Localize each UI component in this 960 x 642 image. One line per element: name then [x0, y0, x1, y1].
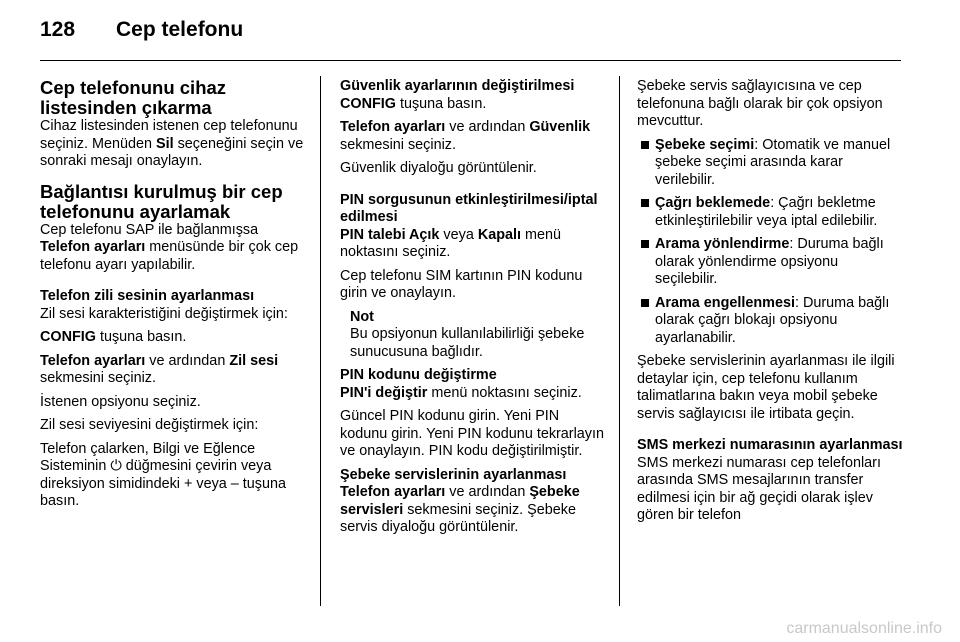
paragraph-network-services-select: [340, 484, 608, 537]
paragraph-config-press: [340, 96, 608, 114]
note-title: Not: [350, 308, 374, 325]
text: menü noktasını seçiniz.: [340, 226, 562, 260]
text: ve ardından: [445, 484, 530, 500]
column-divider-1: [320, 76, 321, 606]
paragraph-remove-phone: [40, 118, 308, 171]
term: Arama engellenmesi: [655, 294, 795, 311]
text: tuşuna basın.: [40, 475, 287, 509]
text: : Çağrı bekletme etkinleştirilebilir veya iptal edilebilir.: [655, 195, 878, 229]
paragraph-ringtone-select: [40, 353, 308, 388]
paragraph-pin-query-select: [340, 227, 608, 262]
term-config: CONFIG: [40, 329, 96, 345]
bullet-icon: [641, 240, 649, 248]
term: Çağrı beklemede: [655, 195, 771, 211]
watermark: carmanualsonline.info: [786, 620, 942, 637]
paragraph-volume-steps: [40, 441, 308, 511]
text: seçeneğini seçin ve sonraki mesajı onaylayın.: [40, 135, 304, 169]
term-telefon-ayarlari: Telefon ayarları: [40, 352, 146, 369]
minus-icon: –: [230, 475, 239, 492]
text: sekmesini seçiniz.: [340, 136, 456, 153]
term-config: CONFIG: [340, 95, 396, 112]
text: : Duruma bağlı olarak yönlendirme opsiyonu seçilebilir.: [655, 236, 884, 287]
text: : Duruma bağlı olarak çağrı blokajı opsiyonu ayarlanabilir.: [655, 294, 890, 346]
paragraph-volume-intro: Zil sesi seviyesini değiştirmek için:: [40, 417, 259, 433]
term: Arama yönlendirme: [655, 236, 790, 252]
header-rule: [40, 60, 901, 61]
term-telefon-ayarlari: Telefon ayarları: [340, 119, 446, 135]
text: menüsünde bir çok cep telefonu ayarı yapılabilir.: [40, 239, 299, 273]
text: menü noktasını seçiniz.: [427, 384, 582, 401]
page-title: Cep telefonu: [116, 18, 244, 41]
term-zil-sesi: Zil sesi: [229, 352, 279, 369]
paragraph-change-pin-select: [340, 385, 608, 403]
text: Cihaz listesinden istenen cep telefonunu seçiniz. Menüden: [40, 118, 298, 152]
paragraph-pin-enter: Cep telefonu SIM kartının PIN kodunu girin ve onaylayın.: [340, 267, 583, 301]
text: sekmesini seçiniz.: [40, 370, 156, 386]
text: ve ardından: [445, 119, 530, 135]
column-2: [340, 78, 608, 543]
text: tuşuna basın.: [395, 95, 487, 112]
page-number: 128: [40, 18, 76, 41]
column-1: [40, 78, 308, 517]
section-heading-configure-phone: Bağlantısı kurulmuş bir cep telefonunu ayarlamak: [40, 180, 283, 222]
list-item: [637, 137, 903, 190]
paragraph-options-intro: Şebeke servis sağlayıcısına ve cep telefonuna bağlı olarak bir çok opsiyon mevcuttur.: [637, 78, 883, 129]
subhead-security: Güvenlik ayarlarının değiştirilmesi: [340, 78, 575, 94]
text: veya: [192, 475, 231, 492]
text: tuşuna basın.: [95, 329, 187, 345]
subhead-change-pin: PIN kodunu değiştirme: [340, 367, 497, 383]
paragraph-select-option: İstenen opsiyonu seçiniz.: [40, 393, 201, 410]
list-item: [637, 195, 903, 230]
bullet-icon: [641, 299, 649, 307]
bullet-icon: [641, 199, 649, 207]
term-kapali: Kapalı: [477, 226, 522, 243]
paragraph-security-select: [340, 119, 608, 154]
term-sil: Sil: [156, 135, 174, 152]
term-telefon-ayarlari: Telefon ayarları: [340, 484, 446, 500]
text: sekmesini seçiniz. Şebeke servis diyaloğu görüntülenir.: [340, 501, 576, 535]
text: düğmesini çevirin veya direksiyon simidindeki: [40, 458, 272, 492]
list-item: [637, 236, 903, 289]
subhead-network-services: Şebeke servislerinin ayarlanması: [340, 466, 567, 483]
paragraph-ringtone-intro: Zil sesi karakteristiğini değiştirmek için:: [40, 305, 288, 322]
note-box: [340, 309, 608, 362]
column-divider-2: [619, 76, 620, 606]
term: Şebeke seçimi: [655, 136, 755, 153]
text: ve ardından: [145, 352, 230, 369]
subhead-pin-query: PIN sorgusunun etkinleştirilmesi/iptal edilmesi: [340, 191, 598, 225]
section-heading-remove-phone: Cep telefonunu cihaz listesinden çıkarma: [40, 77, 227, 118]
paragraph-config-press: [40, 329, 308, 347]
paragraph-security-dialog: Güvenlik diyaloğu görüntülenir.: [340, 160, 537, 176]
term-pin-talebi-acik: PIN talebi Açık: [340, 226, 440, 243]
term-sebeke-servisleri: Şebeke servisleri: [340, 484, 580, 518]
text: veya: [439, 226, 478, 243]
column-3: [637, 78, 903, 531]
page-header: [40, 18, 243, 48]
paragraph-network-details: Şebeke servislerinin ayarlanması ile ilgili detaylar için, cep telefonu kullanım talimatlarına bakın veya mobil şebeke servis sağlayıcısı ile irtibata geçin.: [637, 353, 895, 422]
text: : Otomatik ve manuel şebeke seçimi arasında karar verilebilir.: [655, 136, 891, 188]
subhead-sms-center: SMS merkezi numarasının ayarlanması: [637, 437, 903, 453]
plus-icon: +: [183, 475, 193, 492]
subhead-ringtone: Telefon zili sesinin ayarlanması: [40, 288, 255, 304]
term-guvenlik: Güvenlik: [529, 119, 591, 135]
term-telefon-ayarlari: Telefon ayarları: [40, 239, 146, 255]
paragraph-configure-phone: [40, 222, 308, 275]
options-list: [637, 137, 903, 348]
text: Cep telefonu SAP ile bağlanmışsa: [40, 221, 259, 238]
note-body: Bu opsiyonun kullanılabilirliği şebeke sunucusuna bağlıdır.: [350, 326, 585, 360]
list-item: [637, 295, 903, 348]
paragraph-sms-center: SMS merkezi numarası cep telefonları arasında SMS mesajlarının transfer edilmesi için bir ağ geçidi olarak işlev gören bir telefon: [637, 454, 881, 523]
bullet-icon: [641, 141, 649, 149]
power-knob-icon: ⏻: [110, 458, 122, 474]
paragraph-change-pin-steps: Güncel PIN kodunu girin. Yeni PIN kodunu girin. Yeni PIN kodunu tekrarlayın ve onaylayın. PIN kodu değiştirilmiştir.: [340, 408, 604, 459]
term-pin-degistir: PIN'i değiştir: [340, 384, 428, 401]
text: Telefon çalarken, Bilgi ve Eğlence Sisteminin: [40, 440, 256, 474]
